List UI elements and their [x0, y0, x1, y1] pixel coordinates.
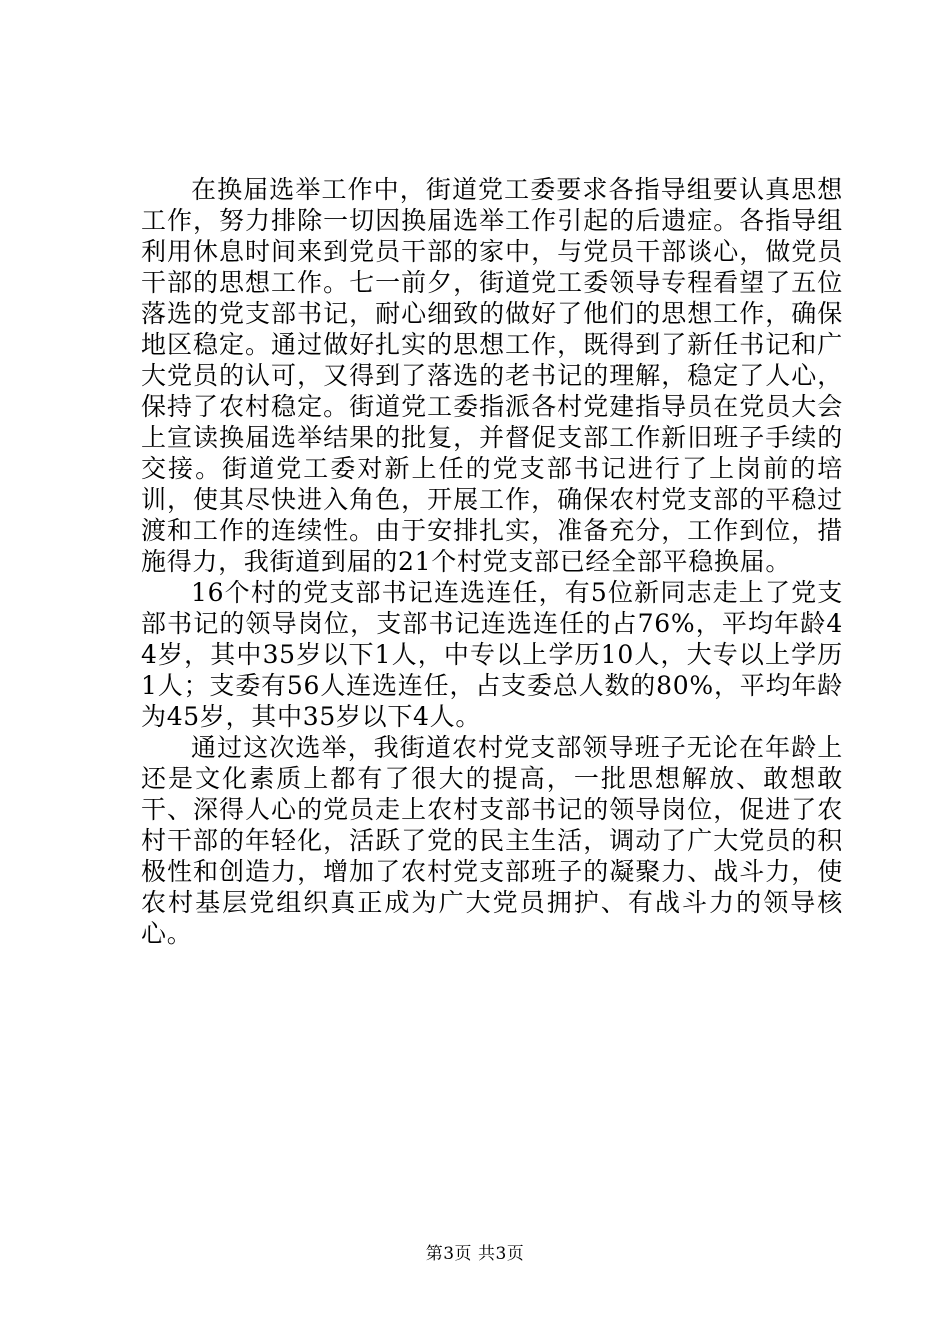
paragraph: 在换届选举工作中，街道党工委要求各指导组要认真思想工作，努力排除一切因换届选举工作引起的后遗症。各指导组利用休息时间来到党员干部的家中，与党员干部谈心，做党员干部的思想工作。七一前夕，街道党工委领导专程看望了五位落选的党支部书记，耐心细致的做好了他们的思想工作，确保地区稳定。通过做好扎实的思想工作，既得到了新任书记和广大党员的认可，又得到了落选的老书记的理解，稳定了人心，保持了农村稳定。街道党工委指派各村党建指导员在党员大会上宣读换届选举结果的批复，并督促支部工作新旧班子手续的交接。街道党工委对新上任的党支部书记进行了上岗前的培训，使其尽快进入角色，开展工作，确保农村党支部的平稳过渡和工作的连续性。由于安排扎实，准备充分，工作到位，措施得力，我街道到届的21个村党支部已经全部平稳换届。 — [141, 175, 843, 576]
paragraph: 16个村的党支部书记连选连任，有5位新同志走上了党支部书记的领导岗位，支部书记连选连任的占76%，平均年龄44岁，其中35岁以下1人，中专以上学历10人，大专以上学历1人；支委有56人连选连任，占支委总人数的80%，平均年龄为45岁，其中35岁以下4人。 — [141, 578, 843, 731]
paragraph: 通过这次选举，我街道农村党支部领导班子无论在年龄上还是文化素质上都有了很大的提高，一批思想解放、敢想敢干、深得人心的党员走上农村支部书记的领导岗位，促进了农村干部的年轻化，活跃了党的民主生活，调动了广大党员的积极性和创造力，增加了农村党支部班子的凝聚力、战斗力，使农村基层党组织真正成为广大党员拥护、有战斗力的领导核心。 — [141, 733, 843, 948]
page-number-footer: 第3页 共3页 — [425, 1244, 525, 1264]
document-body — [141, 174, 843, 949]
